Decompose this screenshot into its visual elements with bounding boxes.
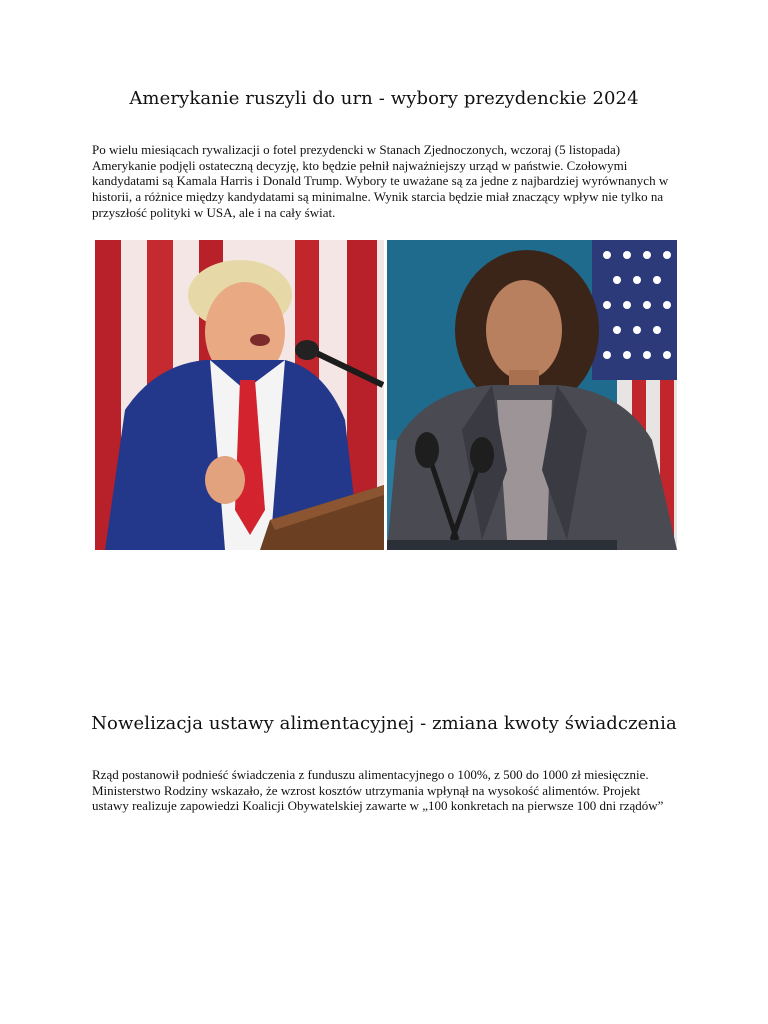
photo-right-speaker	[387, 240, 677, 550]
article-2-body: Rząd postanowił podnieść świadczenia z funduszu alimentacyjnego o 100%, z 500 do 1000 zł miesięcznie. Ministerstwo Rodziny wskazało, że wzrost kosztów utrzymania wpłynął na wysokość alimentów. Projekt ustawy realizuje zapowiedzi Koalicji Obywatelskiej zawarte w „100 konkretach na pierwsze 100 dni rządów”	[92, 767, 664, 814]
speaker-left-illustration	[95, 240, 384, 550]
photo-left-speaker	[95, 240, 384, 550]
speaker-right-illustration	[387, 240, 677, 550]
article-1-title: Amerykanie ruszyli do urn - wybory prezydenckie 2024	[129, 88, 639, 109]
candidates-photo	[95, 240, 677, 550]
article-2-title: Nowelizacja ustawy alimentacyjnej - zmiana kwoty świadczenia	[91, 713, 677, 734]
article-1-body: Po wielu miesiącach rywalizacji o fotel prezydencki w Stanach Zjednoczonych, wczoraj (5 listopada) Amerykanie podjęli ostateczną decyzję, kto będzie pełnił najważniejszy urząd w państwie. Czołowymi kandydatami są Kamala Harris i Donald Trump. Wybory te uważane są za jedne z najbardziej wyrównanych w historii, a różnice między kandydatami są minimalne. Wynik starcia będzie miał znaczący wpływ nie tylko na przyszłość polityki w USA, ale i na cały świat.	[92, 142, 669, 220]
